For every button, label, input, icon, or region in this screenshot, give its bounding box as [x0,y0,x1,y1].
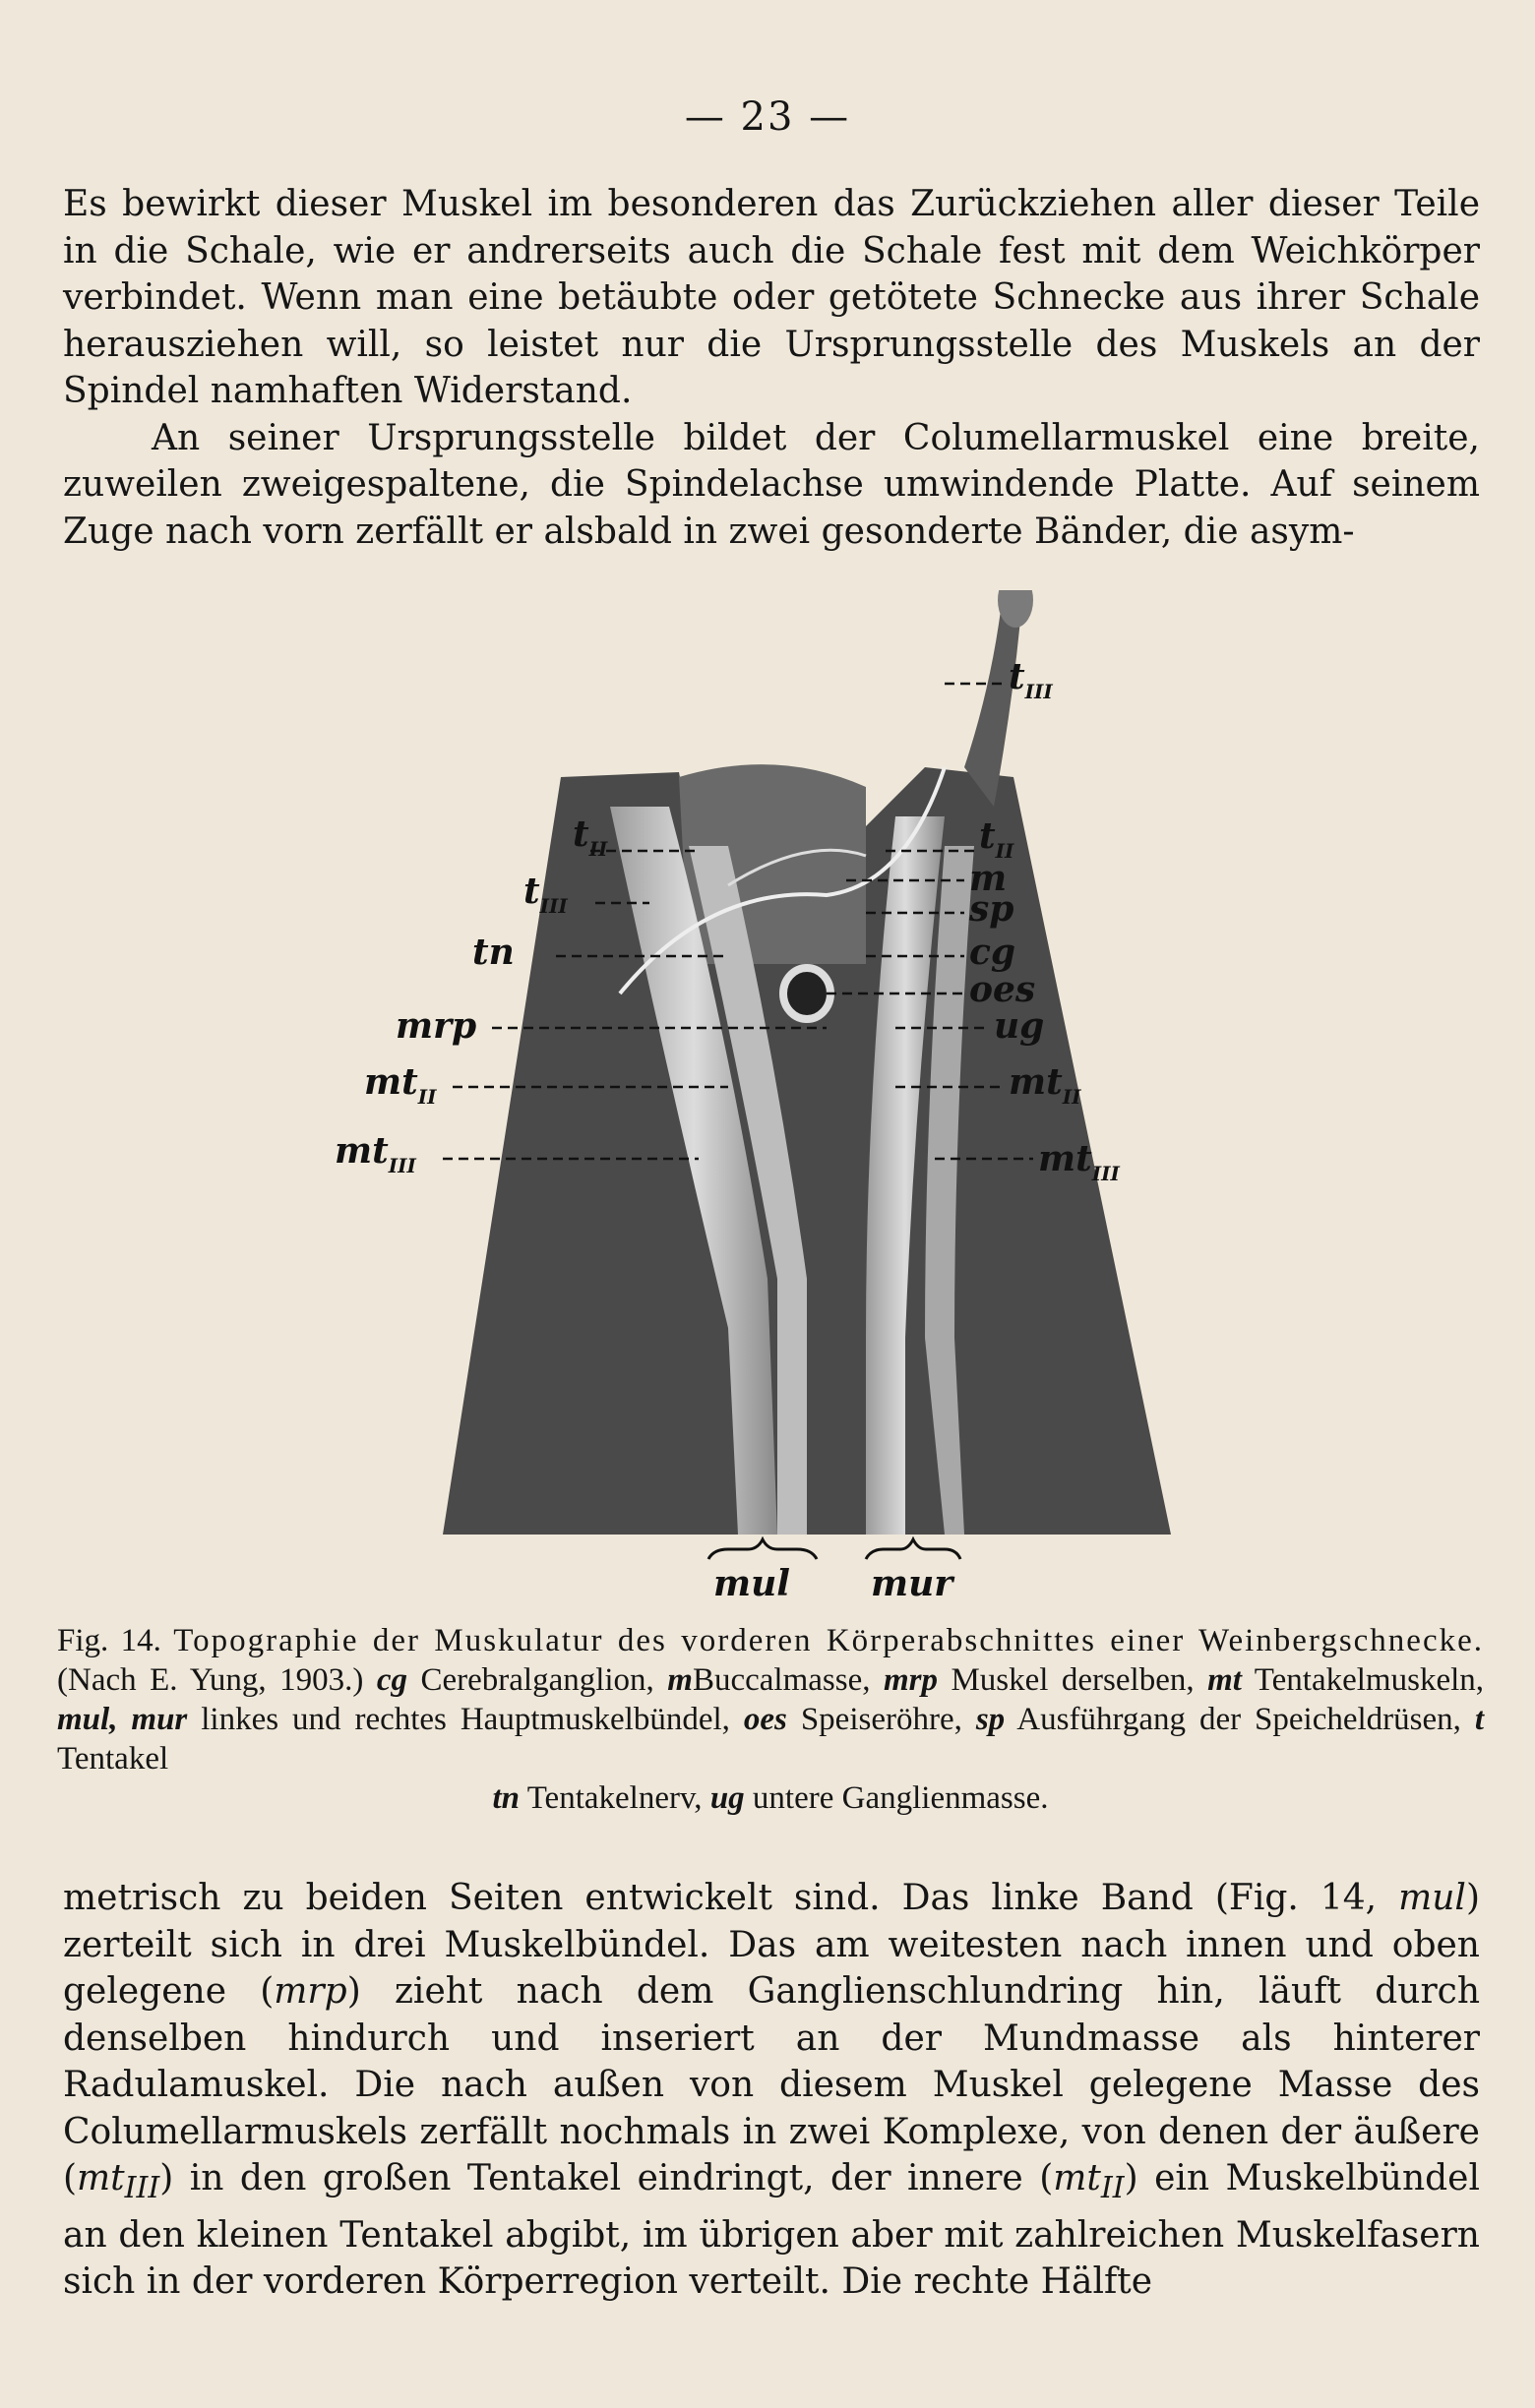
text-em: mt [77,2158,125,2198]
body-text-bottom [63,1875,1480,2306]
text-run: ) zieht nach dem Ganglienschlundring hin, läuft durch denselben hindurch und inseriert an der Mundmasse als hinterer Radulamuskel. Die nach außen von diesem Muskel gelegene Masse des Columellarmuskels zerfällt nochmals in zwei Komplexe, von denen der äußere ( [63,1971,1481,2198]
label-mt2-right: $mt_{II}$ [1009,1061,1081,1109]
text-run: ) zerteilt sich in drei Muskelbündel. Das am weitesten nach innen und oben gelegene ( [63,1878,1480,2012]
text-em: mt [1053,2158,1101,2198]
label-m: m [969,858,1008,899]
caption-abbr: ug [709,1780,745,1816]
caption-abbr: oes [743,1702,787,1737]
label-mul: mul [713,1563,790,1604]
caption-def: linkes und rechtes Hauptmuskelbündel, [201,1702,730,1737]
caption-abbr: sp [975,1702,1006,1737]
text-run: metrisch zu beiden Seiten entwickelt sind. Das linke Band (Fig. 14, [63,1878,1378,1918]
label-t2-left: $t_{II}$ [573,813,608,861]
caption-abbr: mul, [57,1702,118,1737]
caption-def: Tentakelmuskeln, [1254,1662,1485,1698]
caption-def: untere Ganglienmasse. [752,1780,1049,1816]
body-text-top [63,181,1480,555]
text-em: mrp [274,1971,347,2012]
caption-def: Tentakel [57,1741,169,1776]
label-mt3-left: $mt_{III}$ [335,1130,416,1177]
paragraph [63,1875,1480,2306]
label-mur: mur [871,1563,953,1604]
label-cg: cg [969,932,1016,973]
caption-abbr: tn [492,1780,521,1816]
caption-abbr: cg [376,1662,407,1698]
label-t3-left: $t_{III}$ [523,871,568,918]
caption-figure-number: Fig. 14. [57,1623,161,1658]
caption-abbr: t [1474,1702,1485,1737]
page-number: — 23 — [684,94,851,140]
mur-brace [866,1539,960,1559]
oesophagus [783,968,830,1019]
mul-brace [708,1539,817,1559]
label-sp: sp [969,888,1014,930]
caption-def: Tentakelnerv, [526,1780,703,1816]
paragraph: An seiner Ursprungsstelle bildet der Columellarmuskel eine breite, zuweilen zweigespaltene, die Spindelachse umwindende Platte. Auf seinem Zuge nach vorn zerfällt er alsbald in zwei gesonderte Bänder, die asym- [63,417,1480,552]
caption-def: Cerebralganglion, [420,1662,654,1698]
caption-title: Topographie der Muskulatur des vorderen Körperabschnittes einer Weinbergschnecke. [173,1623,1484,1658]
label-t2-right: $t_{II}$ [979,815,1014,863]
caption-source: (Nach E. Yung, 1903.) [57,1662,364,1698]
label-ug: ug [994,1005,1045,1047]
label-tn: tn [472,932,515,973]
caption-abbr: mt [1207,1662,1242,1698]
caption-def: Speiseröhre, [800,1702,962,1737]
caption-def: Muskel derselben, [951,1662,1195,1698]
figure-caption [57,1621,1484,1818]
label-mrp: mrp [396,1005,477,1047]
caption-last-line [57,1778,1484,1818]
caption-abbr: mur [131,1702,188,1737]
caption-def: Ausführgang der Speicheldrüsen, [1016,1702,1461,1737]
label-t3-top: $t_{III}$ [1009,656,1053,703]
caption-abbr: mrp [883,1662,938,1698]
text-run: ) in den großen Tentakel eindringt, der innere ( [159,2158,1054,2198]
figure-14 [315,590,1240,1623]
text-run: ) ein Muskelbündel an den kleinen Tentakel abgibt, im übrigen aber mit zahlreichen Muskelfasern sich in der vorderen Körperregion verteilt. Die rechte Hälfte [63,2158,1480,2303]
text-sub: III [124,2171,160,2206]
text-em: mul [1398,1878,1466,1918]
label-mt2-left: $mt_{II}$ [364,1061,437,1109]
text-sub: II [1100,2171,1125,2206]
label-oes: oes [969,969,1036,1010]
label-mt3-right: $mt_{III}$ [1038,1138,1120,1185]
caption-def: Buccalmasse, [692,1662,871,1698]
muscle-illustration [315,590,1240,1623]
paragraph: Es bewirkt dieser Muskel im besonderen das Zurückziehen aller dieser Teile in die Schale, wie er andrerseits auch die Schale fest mit dem Weichkörper verbindet. Wenn man eine betäubte oder getötete Schnecke aus ihrer Schale herausziehen will, so leistet nur die Ursprungsstelle des Muskels an der Spindel namhaften Widerstand. [63,184,1480,411]
caption-abbr: m [667,1662,693,1698]
